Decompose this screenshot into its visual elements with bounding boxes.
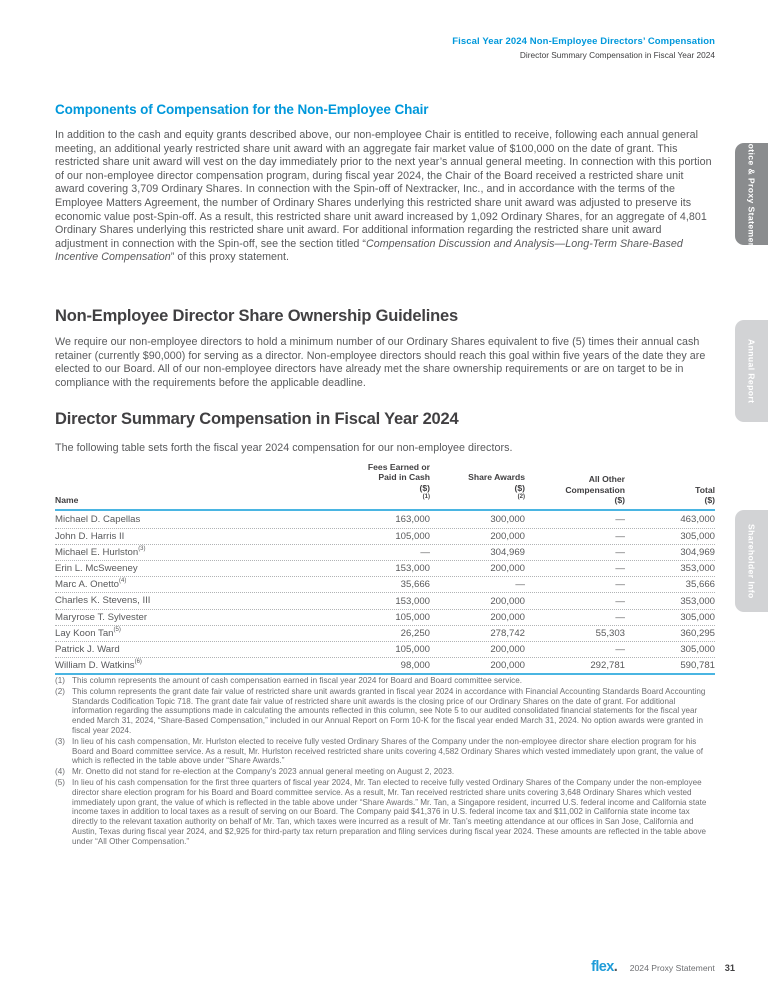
sidebar-tab-label: Notice & Proxy Statement [746,136,757,252]
director-summary-heading: Director Summary Compensation in Fiscal Year 2024 [55,410,459,428]
chair-paragraph-end: ” of this proxy statement. [170,251,290,264]
sidebar-tab-label: Annual Report [746,338,757,404]
share-ownership-heading: Non-Employee Director Share Ownership Guidelines [55,307,458,325]
name-footnote-ref: (4) [119,578,127,585]
footnote-marker: (4) [55,767,65,777]
footnote [55,687,715,736]
total-cell: 590,781 [680,660,715,672]
table-row [55,511,715,527]
running-header-section: Fiscal Year 2024 Non-Employee Directors’ Compensation [452,36,715,47]
fees-cell: 163,000 [395,514,430,526]
other-comp-cell: — [615,530,625,542]
col-fees-line2: Paid in Cash [378,472,430,483]
table-row [55,625,715,641]
fees-cell: 35,666 [400,579,430,591]
chair-paragraph-italic-reference: Compensation Discussion and Analysis—Long-Term Share-Based Incentive Compensation [55,237,683,264]
chair-compensation-paragraph [55,129,715,265]
name-footnote-ref: (6) [134,659,142,666]
footnote-marker: (2) [55,686,65,696]
col-fees-line1: Fees Earned or [367,462,430,472]
total-cell: 304,969 [680,546,715,558]
col-share-line2 [430,483,525,506]
total-cell: 463,000 [680,514,715,526]
fees-cell: 153,000 [395,563,430,575]
other-comp-cell: — [615,611,625,623]
other-comp-cell: — [615,595,625,607]
other-comp-cell: — [615,563,625,575]
total-cell: 305,000 [680,644,715,656]
sidebar-tab-shareholder-info[interactable] [735,510,768,612]
other-comp-cell: — [615,514,625,526]
fees-cell: 98,000 [400,660,430,672]
name-text: Michael E. Hurlston [55,547,139,559]
col-total-line1: Total [695,484,715,495]
page-number: 31 [724,963,735,973]
share-awards-cell: 304,969 [490,546,525,558]
name-text: Charles K. Stevens, III [55,595,151,607]
table-intro-text: The following table sets forth the fiscal year 2024 compensation for our non-employee directors. [55,442,513,454]
sidebar-tab-notice-proxy-statement[interactable] [735,136,768,252]
table-row [55,592,715,608]
fees-cell: 105,000 [395,644,430,656]
footnote-marker: (1) [55,676,65,685]
running-header-subsection: Director Summary Compensation in Fiscal Year 2024 [519,50,715,60]
total-cell: 35,666 [685,579,715,591]
director-name [55,595,300,606]
director-name [55,612,300,623]
name-text: William D. Watkins [55,660,135,672]
table-body [55,511,715,675]
fees-cell: 153,000 [395,595,430,607]
share-ownership-paragraph: We require our non-employee directors to hold a minimum number of our Ordinary Shares equivalent to five (5) times their annual cash retainer (currently $90,000) for serving as a director. Non-employee directors should reach this goal within five years of the date they are elected to our Board. All of our non-employee directors have already met the share ownership requirements or are on target to be in compliance with the requirements before the applicable deadline. [55,336,706,389]
name-text: Marc A. Onetto [55,579,119,591]
flex-logo [591,958,618,976]
other-comp-cell: — [615,579,625,591]
other-comp-cell: 55,303 [595,627,625,639]
footnote-text: This column represents the amount of cash compensation earned in fiscal year 2024 for Board and Board committee service. [72,676,523,685]
share-awards-cell: 200,000 [490,595,525,607]
footnote [55,737,715,766]
table-row [55,609,715,625]
fees-cell: 105,000 [395,530,430,542]
footnote [55,778,715,847]
share-awards-cell: 200,000 [490,660,525,672]
name-text: Erin L. McSweeney [55,563,138,575]
director-name [55,579,300,590]
name-text: Maryrose T. Sylvester [55,611,148,623]
director-name [55,514,300,525]
fees-cell: — [420,546,430,558]
col-share-awards-header [430,472,525,505]
fees-cell: 26,250 [400,627,430,639]
share-awards-cell: — [515,579,525,591]
table-row [55,576,715,592]
flex-logo-text: flex [591,959,614,975]
table-header-row [55,462,715,511]
footnote-marker: (5) [55,777,65,787]
col-other-comp-header [525,474,625,505]
share-awards-cell: 200,000 [490,611,525,623]
col-fees-header [300,462,430,505]
sidebar-tab-label: Shareholder Info [746,523,757,599]
table-row [55,528,715,544]
total-cell: 353,000 [680,595,715,607]
page-footer [591,958,735,976]
director-compensation-table [55,462,715,675]
footnote-text: Mr. Onetto did not stand for re-election at the Company’s 2023 annual general meeting on August 2, 2023. [72,767,455,777]
name-text: Patrick J. Ward [55,644,120,656]
other-comp-cell: 292,781 [590,660,625,672]
col-other-unit: ($) [614,495,625,506]
other-comp-cell: — [615,546,625,558]
total-cell: 305,000 [680,611,715,623]
footnote-ref-2: (2) [517,494,525,501]
col-other-line2: Compensation [565,484,625,495]
col-fees-line3 [300,483,430,506]
total-cell: 360,295 [680,627,715,639]
col-share-line1: Share Awards [468,472,525,483]
name-text: Michael D. Capellas [55,514,141,526]
footnote-marker: (3) [55,736,65,746]
footnote-text: This column represents the grant date fair value of restricted share unit awards granted in fiscal year 2024 in accordance with Financial Accounting Standards Board Accounting Standards Codification Topic 718. The grant date fair value of restricted share unit awards is the closing price of our Ordinary Shares on the date of grant. For additional information regarding the assumptions made in calculating the amounts reflected in this column, see Note 5 to our audited consolidated financial statements for the fiscal year ended March 31, 2024, “Share-Based Compensation,” included in our Annual Report on Form 10-K for the fiscal year ended March 31, 2024. No option awards were granted in fiscal year 2024. [72,686,706,735]
col-name-header: Name [55,495,79,506]
other-comp-cell: — [615,644,625,656]
footnote [55,676,715,686]
share-awards-cell: 300,000 [490,514,525,526]
table-row [55,560,715,576]
table-row [55,641,715,657]
director-name [55,531,300,542]
table-row [55,657,715,673]
name-footnote-ref: (3) [138,545,146,552]
share-awards-cell: 200,000 [490,563,525,575]
share-awards-cell: 200,000 [490,644,525,656]
name-text: John D. Harris II [55,530,125,542]
director-name [55,628,300,639]
total-cell: 305,000 [680,530,715,542]
flex-logo-dot: . [613,959,618,975]
name-text: Lay Koon Tan [55,627,114,639]
col-total-header [625,485,715,506]
footnote [55,767,715,777]
running-header [452,36,715,60]
name-footnote-ref: (5) [113,626,121,633]
fees-cell: 105,000 [395,611,430,623]
director-name [55,563,300,574]
director-name [55,547,300,558]
footnote-text: In lieu of his cash compensation, Mr. Hurlston elected to receive fully vested Ordinary Shares of the Company under the non-employee director share election program for his Board and Board committee service. As a result, Mr. Hurlston received restricted share units covering 4,582 Ordinary Shares which vested immediately upon grant, the value of which is reflected in the table above under “Share Awards.” [72,736,704,766]
col-other-line1: All Other [588,474,625,485]
table-row [55,544,715,560]
footer-label: 2024 Proxy Statement [629,963,715,973]
chair-paragraph-start: In addition to the cash and equity grants described above, our non-employee Chair is entitled to receive, following each annual general meeting, an additional yearly restricted share unit award with an aggregate fair market value of $100,000 on the date of grant. This restricted share unit award will vest on the day immediately prior to the next year’s annual general meeting. In connection with this portion of our non-employee director compensation program, during fiscal year 2024, the Chair of the Board received a restricted share unit award covering 3,709 Ordinary Shares. In connection with the Spin-off of Nextracker, Inc., and in accordance with the terms of the Employee Matters Agreement, the number of Ordinary Shares underlying this restricted share unit award was adjusted to preserve its economic value post-Spin-off. As a result, this restricted share unit award increased by 1,092 Ordinary Shares, for an aggregate of 4,801 Ordinary Shares underlying this restricted share unit award. For additional information regarding the restricted share unit award adjustment in connection with the Spin-off, see the section titled “ [55,129,712,250]
sidebar-tab-annual-report[interactable] [735,320,768,422]
total-cell: 353,000 [680,563,715,575]
chair-compensation-heading: Components of Compensation for the Non-Employee Chair [55,102,429,117]
col-total-unit: ($) [704,495,715,506]
share-awards-cell: 200,000 [490,530,525,542]
col-share-unit: ($) [514,482,525,493]
director-name [55,644,300,655]
footnote-ref-1: (1) [422,494,430,501]
director-name [55,660,300,671]
footnote-list [55,676,715,848]
col-fees-unit: ($) [419,482,430,493]
share-awards-cell: 278,742 [490,627,525,639]
footnote-text: In lieu of his cash compensation for the first three quarters of fiscal year 2024, Mr. Tan elected to receive fully vested Ordinary Shares of the Company under the non-employee director share election program for his Board and Board committee service. As a result, Mr. Tan received restricted share units covering 3,648 Ordinary Shares which vested immediately upon grant, the value of which is reflected in the table above under “Share Awards.” Mr. Tan, a Singapore resident, incurred U.S. federal income and California state income taxes in addition to local taxes as a result of serving on our Board. The Company paid $41,376 in U.S. federal income tax and $11,002 in California state income tax directly to the relevant taxation authority on behalf of Mr. Tan, which taxes were incurred as a result of Mr. Tan’s meeting attendance at our offices in San Jose, California and Austin, Texas during fiscal year 2024, and $2,925 for third-party tax return preparation and filing services during fiscal year 2024. These amounts are reflected in the table above under “All Other Compensation.” [72,777,707,846]
